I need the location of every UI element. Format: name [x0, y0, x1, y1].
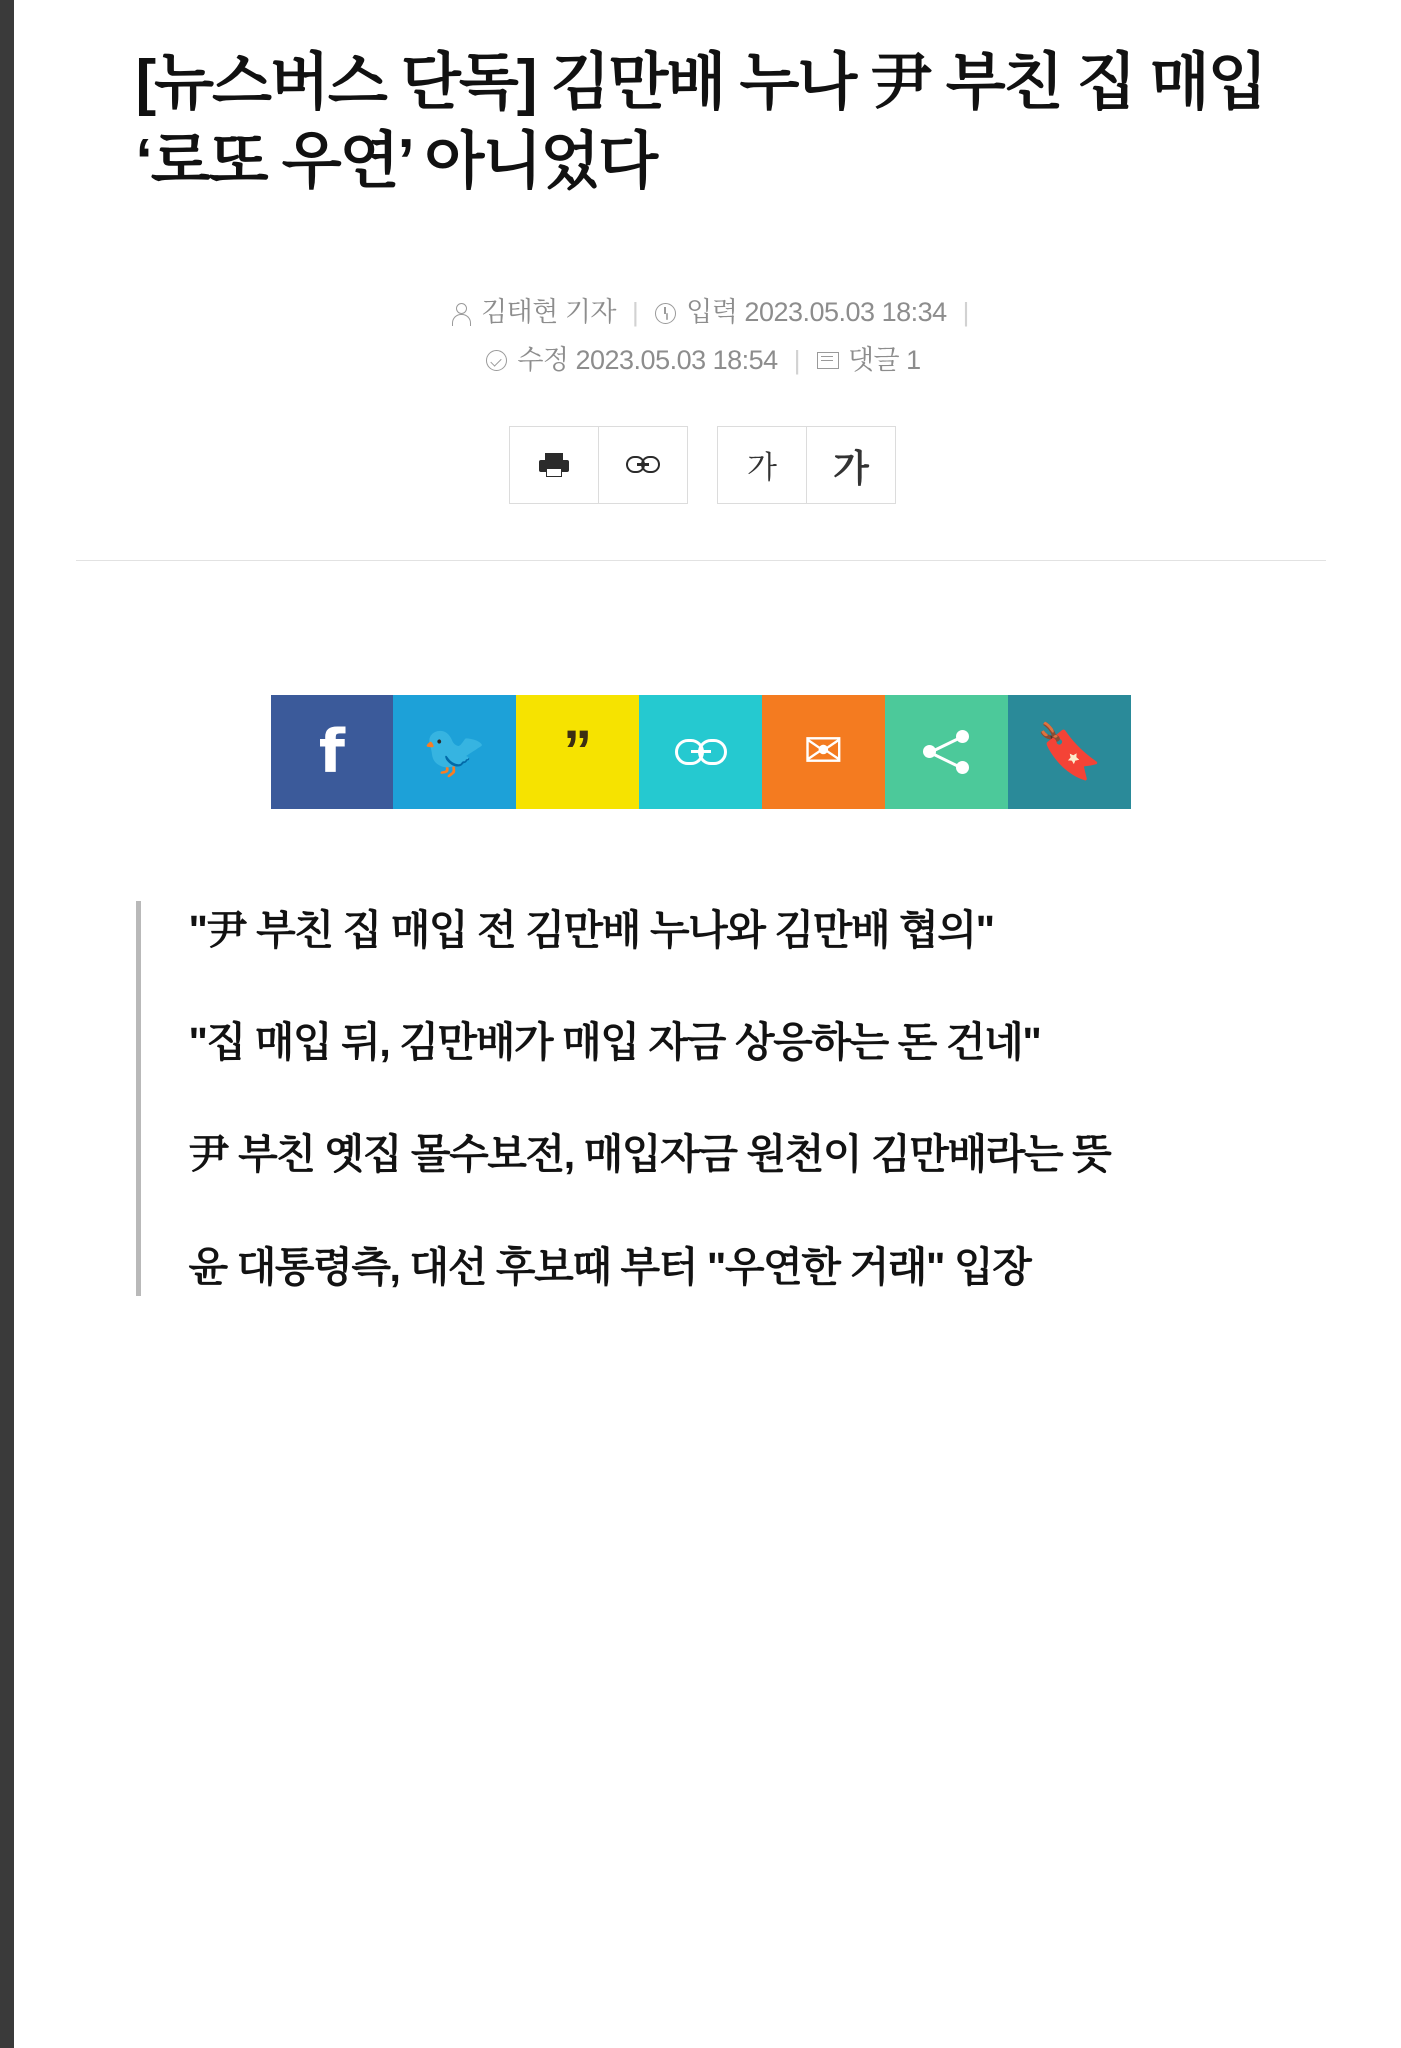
- lead-paragraph: "집 매입 뒤, 김만배가 매입 자금 상응하는 돈 건네": [188, 1019, 1041, 1066]
- share-bookmark-button[interactable]: [1008, 695, 1131, 809]
- byline: [435, 289, 630, 336]
- article-body-container: [76, 901, 1326, 1296]
- lead-paragraph: "尹 부친 집 매입 전 김만배 누나와 김만배 협의": [188, 906, 994, 953]
- font-decrease-button[interactable]: [717, 426, 807, 504]
- bookmark-icon: 🔖: [1035, 721, 1103, 782]
- article-meta-row-1: [136, 289, 1271, 336]
- twitter-icon: 🐦: [422, 722, 488, 781]
- font-increase-label: 가: [833, 447, 869, 489]
- share-kakaostory-button[interactable]: [516, 695, 639, 809]
- font-decrease-label: 가: [747, 450, 777, 486]
- kakaostory-icon: ”: [563, 718, 593, 784]
- link-icon: [675, 737, 727, 767]
- printer-icon: [539, 453, 569, 477]
- facebook-icon: f: [318, 716, 345, 787]
- share-bar: [271, 695, 1131, 809]
- article-toolbar: [136, 426, 1271, 504]
- published-time: [640, 289, 960, 336]
- article-meta-row-2: [136, 337, 1271, 384]
- article-lead: [136, 901, 1271, 1296]
- clock-icon: [654, 302, 677, 325]
- meta-separator: |: [793, 344, 800, 375]
- comment-count[interactable]: [802, 337, 935, 384]
- share-more-button[interactable]: [885, 695, 1008, 809]
- copy-link-button[interactable]: [598, 426, 688, 504]
- font-increase-button[interactable]: [806, 426, 896, 504]
- print-button[interactable]: [509, 426, 599, 504]
- envelope-icon: ✉: [803, 724, 844, 778]
- share-facebook-button[interactable]: [271, 695, 394, 809]
- lead-paragraph: 윤 대통령측, 대선 후보때 부터 "우연한 거래" 입장: [188, 1243, 1031, 1290]
- comment-count-label: 댓글 1: [847, 344, 921, 375]
- share-twitter-button[interactable]: [393, 695, 516, 809]
- share-nodes-icon: [923, 730, 969, 774]
- comment-icon: [816, 349, 839, 372]
- person-icon: [449, 302, 472, 325]
- updated-label: 수정 2023.05.03 18:54: [517, 344, 778, 375]
- published-label: 입력 2023.05.03 18:34: [686, 297, 947, 328]
- share-email-button[interactable]: [762, 695, 885, 809]
- share-bar-wrap: [0, 695, 1401, 809]
- byline-label: 김태현 기자: [481, 297, 616, 328]
- meta-separator: |: [632, 297, 639, 328]
- header-divider: [76, 560, 1326, 561]
- toolbar-group-actions: [510, 426, 688, 504]
- meta-separator: |: [962, 297, 969, 328]
- lead-paragraph: 尹 부친 옛집 몰수보전, 매입자금 원천이 김만배라는 뜻: [188, 1131, 1111, 1178]
- article-container: [76, 0, 1326, 504]
- updated-time: [471, 337, 791, 384]
- share-copylink-button[interactable]: [639, 695, 762, 809]
- check-circle-icon: [485, 349, 508, 372]
- article-meta: [136, 289, 1271, 384]
- page-title: [뉴스버스 단독] 김만배 누나 尹 부친 집 매입 ‘로또 우연’ 아니었다: [135, 48, 1266, 196]
- page-left-gutter: [0, 0, 14, 2048]
- link-icon: [626, 455, 660, 475]
- toolbar-group-fontsize: [718, 426, 896, 504]
